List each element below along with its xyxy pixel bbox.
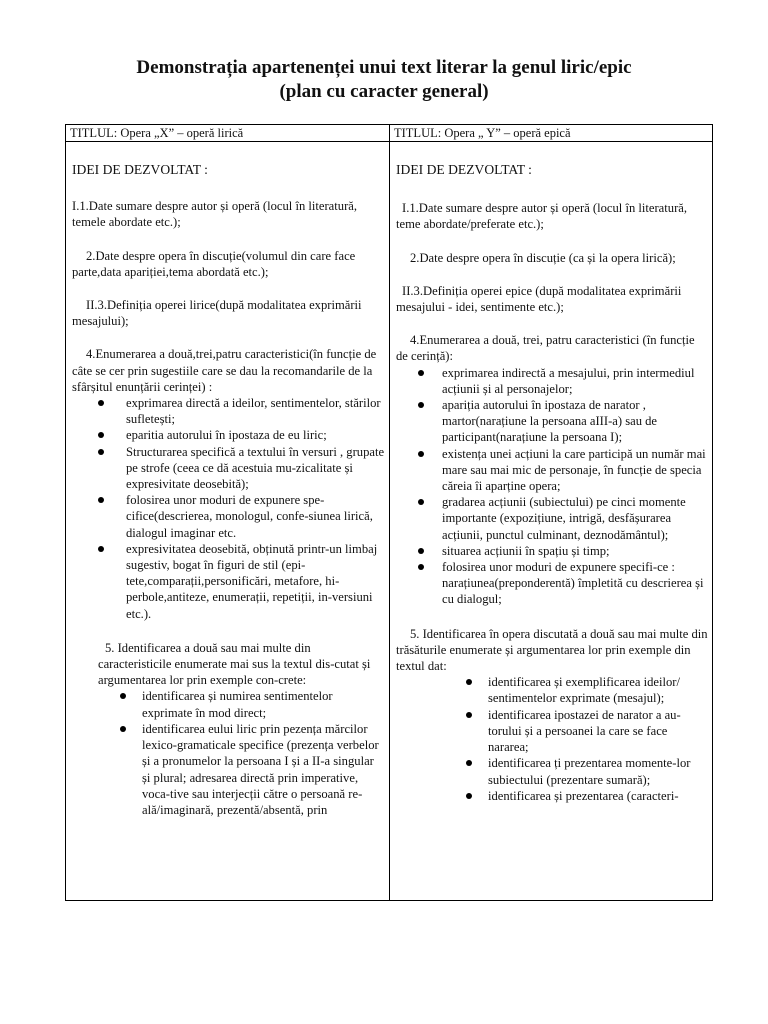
left-characteristics-list bbox=[72, 395, 385, 622]
title-line-2: (plan cu caracter general) bbox=[279, 81, 489, 102]
left-ideas-label: IDEI DE DEZVOLTAT : bbox=[72, 162, 208, 177]
bullet-icon bbox=[418, 564, 424, 570]
list-item-text: exprimarea indirectă a mesajului, prin intermediul acțiunii și al personajelor; bbox=[442, 365, 695, 396]
title-line-1: Demonstrația apartenenței unui text literar la genul liric/epic bbox=[136, 57, 632, 78]
list-item bbox=[72, 721, 385, 818]
list-item-text: identificarea și exemplificarea ideilor/ sentimentelor exprimate (mesajul); bbox=[488, 675, 680, 706]
right-point-3: II.3.Definiția operei epice (după modalitatea exprimării mesajului - idei, sentimente etc.); bbox=[396, 283, 682, 315]
list-item-text: situarea acțiunii în spațiu și timp; bbox=[442, 543, 610, 558]
table-body-row bbox=[66, 142, 713, 901]
left-identification-list bbox=[72, 688, 385, 818]
right-point-2: 2.Date despre opera în discuție (ca și la opera lirică); bbox=[410, 250, 676, 265]
left-point-2: 2.Date despre opera în discuție(volumul din care face parte,data apariției,tema abordată etc.); bbox=[72, 248, 356, 279]
list-item-text: identificarea eului liric prin pezența mărcilor lexico-gramaticale specifice (prezența verbelor și a pronumelor la persoana I și a II-a singular și plural; adresarea directă prin imperative, voca-tive sau interjecții către o persoană re-ală/imaginară, prezentă/absentă, prin bbox=[142, 721, 379, 817]
right-ideas-label: IDEI DE DEZVOLTAT : bbox=[396, 162, 532, 177]
left-point-5: 5. Identificarea a două sau mai multe din caracteristicile enumerate mai sus la textul dis-cutat și argumentarea lor prin exemple con-crete: bbox=[98, 640, 371, 688]
list-item bbox=[396, 755, 708, 787]
list-item bbox=[396, 365, 708, 397]
list-item-text: identificarea și numirea sentimentelor exprimate în mod direct; bbox=[142, 689, 333, 720]
bullet-icon bbox=[98, 400, 104, 406]
list-item-text: exprimarea directă a ideilor, sentimentelor, stărilor sufletești; bbox=[126, 396, 381, 427]
list-item bbox=[72, 541, 385, 622]
bullet-icon bbox=[120, 693, 126, 699]
list-item bbox=[72, 444, 385, 493]
bullet-icon bbox=[466, 793, 472, 799]
bullet-icon bbox=[418, 499, 424, 505]
right-identification-list bbox=[396, 674, 708, 804]
list-item bbox=[396, 543, 708, 559]
bullet-icon bbox=[98, 432, 104, 438]
bullet-icon bbox=[418, 402, 424, 408]
list-item bbox=[72, 427, 385, 443]
list-item bbox=[396, 446, 708, 495]
list-item-text: folosirea unor moduri de expunere specifi-ce : narațiunea(preponderentă) împletită cu descrierea și cu dialogul; bbox=[442, 560, 704, 607]
list-item-text: gradarea acțiunii (subiectului) pe cinci momente importante (expozițiune, intrigă, desfășurarea acțiunii, punctul culminant, deznodământul); bbox=[442, 495, 686, 542]
list-item-text: Structurarea specifică a textului în versuri , grupate pe strofe (ceea ce dă acestuia mu-zicalitate și expresivitate deosebită); bbox=[126, 444, 385, 492]
list-item bbox=[72, 688, 385, 720]
list-item bbox=[396, 788, 708, 804]
table-header-row bbox=[66, 125, 713, 142]
bullet-icon bbox=[418, 370, 424, 376]
comparison-table bbox=[65, 124, 713, 901]
list-item-text: identificarea ți prezentarea momente-lor subiectului (prezentare sumară); bbox=[488, 756, 691, 787]
list-item-text: eparitia autorului în ipostaza de eu liric; bbox=[126, 428, 327, 443]
list-item bbox=[396, 674, 708, 706]
bullet-icon bbox=[120, 726, 126, 732]
list-item bbox=[396, 707, 708, 756]
bullet-icon bbox=[98, 449, 104, 455]
left-header: TITLUL: Opera „X” – operă lirică bbox=[66, 125, 390, 142]
right-column bbox=[390, 142, 713, 901]
right-point-5: 5. Identificarea în opera discutată a două sau mai multe din trăsăturile enumerate și argumentarea lor prin exemple din textul dat: bbox=[396, 626, 708, 674]
bullet-icon bbox=[466, 679, 472, 685]
list-item bbox=[72, 395, 385, 427]
right-characteristics-list bbox=[396, 365, 708, 608]
bullet-icon bbox=[466, 760, 472, 766]
list-item bbox=[396, 397, 708, 446]
bullet-icon bbox=[98, 546, 104, 552]
list-item-text: expresivitatea deosebită, obținută printr-un limbaj sugestiv, bogat în figuri de stil (epi-tete,comparații,personificări, metafore, hi-perbole,antiteze, enumerații, repetiții, in-versiuni etc.). bbox=[126, 541, 378, 621]
left-point-4: 4.Enumerarea a două,trei,patru caracteristici(în funcție de câte se cer prin sugestiile care se dau la recomandarile de la sfârșitul enunțării cerinței) : bbox=[72, 347, 377, 394]
right-point-4: 4.Enumerarea a două, trei, patru caracteristici (în funcție de cerință): bbox=[396, 333, 695, 364]
list-item-text: identificarea ipostazei de narator a au-torului și a persoanei la care se face nararea; bbox=[488, 707, 681, 755]
list-item-text: folosirea unor moduri de expunere spe-cifice(descrierea, monologul, confe-siunea lirică, dialogul imaginar etc. bbox=[126, 493, 373, 540]
page-title bbox=[0, 56, 768, 104]
list-item bbox=[72, 492, 385, 541]
bullet-icon bbox=[98, 497, 104, 503]
left-point-1: I.1.Date sumare despre autor și operă (locul în literatură, temele abordate etc.); bbox=[72, 199, 357, 230]
bullet-icon bbox=[418, 548, 424, 554]
list-item bbox=[396, 494, 708, 543]
bullet-icon bbox=[466, 712, 472, 718]
bullet-icon bbox=[418, 451, 424, 457]
list-item-text: existența unei acțiuni la care participă un număr mai mare sau mai mic de personaje, în funcție de specia căreia îi aparține opera; bbox=[442, 446, 706, 494]
right-point-1: I.1.Date sumare despre autor și operă (locul în literatură, teme abordate/preferate etc.); bbox=[396, 201, 687, 232]
list-item-text: identificarea și prezentarea (caracteri- bbox=[488, 788, 679, 803]
left-point-3: II.3.Definiția operei lirice(după modalitatea exprimării mesajului); bbox=[72, 298, 362, 329]
list-item-text: apariția autorului în ipostaza de narator , martor(narațiune la persoana aIII-a) sau de participant(narațiune la persoana I); bbox=[442, 398, 658, 445]
right-header: TITLUL: Opera „ Y” – operă epică bbox=[390, 125, 713, 142]
left-column bbox=[66, 142, 390, 901]
list-item bbox=[396, 559, 708, 608]
